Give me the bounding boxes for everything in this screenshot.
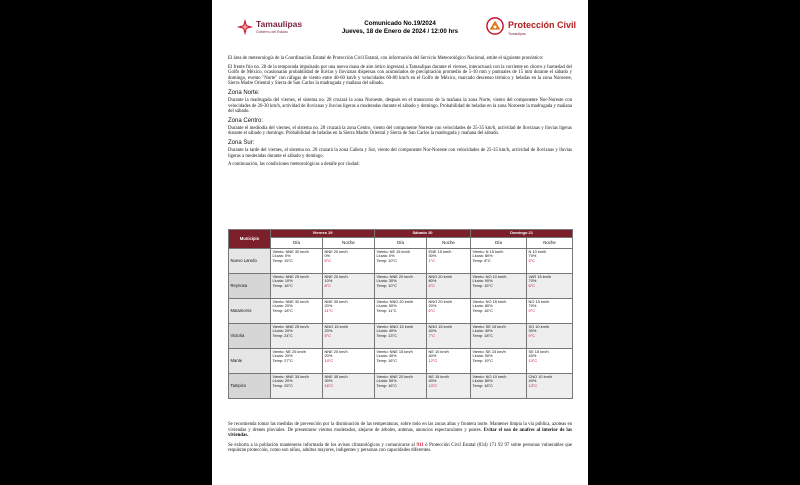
forecast-wind: NNO 20 km/h	[428, 273, 453, 279]
forecast-cell	[427, 299, 471, 324]
zone-north-title: Zona Norte:	[228, 89, 260, 96]
forecast-cell	[427, 349, 471, 374]
intro-paragraph: El área de meteorología de la Coordinación Estatal de Protección Civil Estatal, con información del Servicio Meteorológico Nacional, emite el siguiente pronóstico:	[228, 56, 544, 61]
zone-south-text: Durante la tarde del viernes, el sistema no. 28 cruzará la zona Cañera y Sur, viento del componente Nor-Noreste con velocidades de 25-35 km/h, actividad de lloviznas y lluvias ligeras a moderadas durante el sábado y domingo.	[228, 147, 572, 159]
forecast-wind: ENE 15 km/h	[428, 248, 452, 254]
forecast-rain: Lluvia: 40%	[472, 328, 493, 333]
forecast-temp: 6°C	[528, 282, 536, 288]
forecast-cell	[375, 249, 427, 274]
forecast-cell	[271, 349, 323, 374]
tamaulipas-logo	[236, 16, 306, 44]
forecast-rain: 40%	[528, 378, 537, 383]
forecast-wind: NNE 35 km/h	[324, 373, 348, 379]
forecast-temp: 5°C	[528, 257, 536, 263]
forecast-wind: NNE 20 km/h	[324, 248, 348, 254]
forecast-cell	[323, 299, 375, 324]
city-name: Tampico	[229, 374, 271, 399]
forecast-rain: Lluvia: 40%	[376, 353, 397, 358]
column-day: Día	[375, 238, 427, 249]
forecast-cell	[527, 349, 573, 374]
forecast-wind: NO 15 km/h	[528, 298, 550, 304]
forecast-rain: Lluvia: 30%	[376, 278, 397, 283]
contact-text-pre: Se exhorta a la población mantenerse informada de los avisos climatológicos y comunicarse al	[228, 442, 415, 448]
zone-north-text: Durante la madrugada del viernes, el sistema no. 28 cruzará la zona Noroeste, después en el transcurso de la mañana la zona Norte, viento del componente Nor-Noreste con velocidades de 20-30 km/h, actividad de lloviznas y lluvias ligeras a moderadas durante el sábado y domingo. Probabilidad de heladas en la zona Noroeste la madrugada y mañana del sábado.	[228, 97, 572, 115]
forecast-cell	[375, 324, 427, 349]
forecast-rain: 40%	[428, 353, 437, 358]
recommendation-text: Se recomienda tomar las medidas de prevención por la disminución de las temperaturas, sobre todo en las zonas altas y frontera norte. Mantener limpia la vía pública, azoteas en viviendas y drenes pluviales. De presentarse vientos moderados, alejarse de árboles, antenas, anuncios espectaculares y postes.	[228, 422, 572, 433]
forecast-rain: Lluvia: 80%	[472, 378, 493, 383]
communique-date: Jueves, 18 de Enero de 2024 / 12:00 hrs	[341, 28, 459, 35]
forecast-wind: NNO 20 km/h	[428, 298, 453, 304]
table-row	[229, 349, 573, 374]
recommendation-bold: Evitar el uso de anafres al interior de las viviendas.	[228, 427, 572, 439]
forecast-temp: Temp: 15°C	[472, 282, 493, 288]
forecast-cell	[323, 274, 375, 299]
forecast-rain: Lluvia: 20%	[272, 303, 293, 308]
table-row	[229, 324, 573, 349]
forecast-cell	[375, 274, 427, 299]
emergency-number: 911	[416, 442, 424, 448]
forecast-cell	[375, 349, 427, 374]
forecast-wind: NNO 15 km/h	[428, 323, 453, 329]
forecast-temp: Temp: 13°C	[376, 332, 397, 338]
forecast-rain: Lluvia: 0%	[376, 253, 395, 258]
city-name: Nuevo Laredo	[229, 249, 271, 274]
forecast-wind: Viento: NNE 15 km/h	[376, 348, 413, 354]
forecast-temp: Temp: 11°C	[376, 307, 397, 313]
day-header-friday: Viernes 19	[271, 230, 375, 238]
proteccion-civil-logo-sub: Tamaulipas	[508, 32, 526, 36]
forecast-wind: Viento: NNE 20 km/h	[376, 373, 413, 379]
forecast-rain: 20%	[324, 328, 333, 333]
forecast-wind: Viento: NNE 30 km/h	[272, 248, 309, 254]
forecast-cell	[471, 324, 527, 349]
city-name: Mante	[229, 349, 271, 374]
recommendation-paragraph	[228, 422, 572, 439]
forecast-cell	[427, 249, 471, 274]
day-header-sunday: Domingo 21	[471, 230, 573, 238]
forecast-rain: 20%	[324, 303, 333, 308]
forecast-rain: 20%	[428, 303, 437, 308]
forecast-temp: Temp: 25°C	[272, 382, 293, 388]
column-night: Noche	[323, 238, 375, 249]
forecast-rain: 70%	[528, 303, 537, 308]
forecast-temp: Temp: 18°C	[272, 307, 293, 313]
forecast-wind: N 10 km/h	[528, 248, 547, 254]
forecast-wind: Viento: NNO 15 km/h	[376, 323, 414, 329]
table-row	[229, 374, 573, 399]
forecast-cell	[323, 374, 375, 399]
forecast-rain: Lluvia: 90%	[472, 278, 493, 283]
forecast-cell	[427, 274, 471, 299]
forecast-wind: Viento: NO 15 km/h	[472, 298, 507, 304]
forecast-rain: 30%	[528, 328, 537, 333]
forecast-temp: Temp: 19°C	[472, 357, 493, 363]
forecast-cell	[271, 249, 323, 274]
forecast-cell	[271, 299, 323, 324]
forecast-cell	[527, 374, 573, 399]
forecast-temp: Temp: 16°C	[472, 307, 493, 313]
forecast-rain: 70%	[528, 278, 537, 283]
proteccion-civil-logo-name: Protección Civil	[508, 20, 577, 30]
forecast-wind: Viento: NO 10 km/h	[472, 273, 507, 279]
forecast-cell	[471, 299, 527, 324]
forecast-cell	[527, 249, 573, 274]
zone-center-title: Zona Centro:	[228, 117, 264, 124]
forecast-wind: Viento: N 15 km/h	[472, 248, 504, 254]
forecast-temp: 7°C	[428, 332, 436, 338]
forecast-cell	[471, 374, 527, 399]
forecast-wind: Viento: NNO 20 km/h	[376, 298, 414, 304]
forecast-temp: 1°C	[428, 257, 436, 263]
contact-text-post: ó Protección Civil Estatal (834) 171 92 97 sobre personas vulnerables que requieran protección, como son niños, adultos mayores, indigentes y personas con capacidades diferentes.	[228, 442, 573, 454]
forecast-temp: 13°C	[428, 382, 438, 388]
forecast-rain: Lluvia: 80%	[472, 253, 493, 258]
zone-center-text: Durante el mediodía del viernes, el sistema no. 28 cruzará la zona Centro, viento del componente Noreste con velocidades de 25-35 km/h, actividad de lloviznas y lluvias ligeras durante el sábado y domingo. Probabilidad de heladas en la Sierra Madre Oriental y Sierra de San Carlos la madrugada y mañana del sábado.	[228, 125, 572, 137]
forecast-temp: 9°C	[528, 307, 536, 313]
forecast-cell	[471, 349, 527, 374]
forecast-wind: Viento: SE 15 km/h	[472, 348, 506, 354]
column-day: Día	[271, 238, 323, 249]
document-footer	[228, 422, 572, 458]
forecast-wind: Viento: NNE 25 km/h	[272, 323, 309, 329]
forecast-rain: 40%	[428, 378, 437, 383]
forecast-wind: Viento: NE 15 km/h	[376, 248, 410, 254]
forecast-rain: 0%	[324, 253, 331, 258]
forecast-cell	[375, 299, 427, 324]
forecast-cell	[527, 274, 573, 299]
forecast-table	[228, 229, 573, 399]
forecast-temp: 8°C	[324, 282, 332, 288]
table-row	[229, 299, 573, 324]
forecast-wind: NNO 15 km/h	[324, 323, 349, 329]
forecast-wind: Viento: NNE 35 km/h	[272, 373, 309, 379]
forecast-temp: 12°C	[428, 357, 438, 363]
forecast-table-wrapper	[228, 229, 572, 399]
forecast-cell	[527, 299, 573, 324]
forecast-rain: Lluvia: 20%	[272, 378, 293, 383]
forecast-table-body	[229, 249, 573, 399]
forecast-temp: Temp: 10°C	[376, 282, 397, 288]
forecast-temp: Temp: 18°C	[472, 332, 493, 338]
table-row	[229, 249, 573, 274]
forecast-wind: SO 10 km/h	[528, 323, 550, 329]
communique-title: Comunicado No.19/2024	[364, 20, 436, 27]
forecast-rain: Lluvia: 50%	[472, 353, 493, 358]
tamaulipas-logo-name: Tamaulipas	[256, 19, 303, 29]
column-night: Noche	[427, 238, 471, 249]
municipio-header: Municipio	[229, 230, 271, 249]
forecast-cell	[471, 274, 527, 299]
forecast-wind: Viento: NE 25 km/h	[272, 348, 306, 354]
header-center	[312, 20, 488, 36]
forecast-rain: 40%	[428, 328, 437, 333]
city-name: Victoria	[229, 324, 271, 349]
forecast-rain: 40%	[528, 353, 537, 358]
forecast-temp: Temp: 15°C	[272, 257, 293, 263]
contact-paragraph	[228, 443, 572, 454]
forecast-rain: Lluvia: 20%	[272, 353, 293, 358]
forecast-temp: 11°C	[324, 307, 333, 313]
forecast-wind: Viento: NNE 25 km/h	[272, 273, 309, 279]
forecast-wind: Viento: NNE 30 km/h	[272, 298, 309, 304]
table-row	[229, 274, 573, 299]
forecast-cell	[427, 374, 471, 399]
forecast-temp: 6°C	[428, 307, 436, 313]
forecast-temp: 14°C	[324, 357, 334, 363]
forecast-temp: Temp: 8°C	[472, 257, 491, 263]
city-name: Reynosa	[229, 274, 271, 299]
forecast-wind: NNE 20 km/h	[324, 348, 348, 354]
forecast-temp: 5°C	[324, 332, 332, 338]
tamaulipas-logo-sub: Gobierno del Estado	[256, 30, 288, 34]
forecast-temp: Temp: 10°C	[376, 257, 397, 263]
forecast-cell	[323, 324, 375, 349]
forecast-cell	[271, 374, 323, 399]
forecast-temp: 6°C	[324, 257, 332, 263]
proteccion-civil-seal-icon	[486, 17, 504, 35]
proteccion-civil-logo	[486, 16, 577, 44]
forecast-rain: Lluvia: 80%	[472, 303, 493, 308]
forecast-wind: Viento: NO 10 km/h	[472, 373, 507, 379]
forecast-rain: Lluvia: 50%	[376, 303, 397, 308]
forecast-temp: Temp: 27°C	[272, 357, 293, 363]
city-name: Matamoros	[229, 299, 271, 324]
forecast-rain: 10%	[324, 278, 333, 283]
document-page	[212, 0, 588, 485]
forecast-cell	[271, 324, 323, 349]
forecast-wind: NNE 20 km/h	[324, 273, 348, 279]
zone-south-title: Zona Sur:	[228, 139, 255, 146]
forecast-cell	[375, 374, 427, 399]
forecast-temp: Temp: 18°C	[472, 382, 493, 388]
forecast-wind: NE 15 km/h	[428, 373, 449, 379]
forecast-cell	[527, 324, 573, 349]
forecast-wind: Viento: SE 15 km/h	[472, 323, 506, 329]
forecast-rain: Lluvia: 40%	[376, 328, 397, 333]
forecast-temp: Temp: 16°C	[376, 357, 397, 363]
forecast-temp: 16°C	[324, 382, 334, 388]
column-day: Día	[471, 238, 527, 249]
forecast-cell	[471, 249, 527, 274]
forecast-rain: Lluvia: 50%	[376, 378, 397, 383]
forecast-wind: Viento: NNE 20 km/h	[376, 273, 413, 279]
document-body	[228, 56, 572, 171]
forecast-rain: Lluvia: 20%	[272, 328, 293, 333]
forecast-temp: 13°C	[528, 382, 538, 388]
day-header-saturday: Sábado 20	[375, 230, 471, 238]
forecast-rain: 30%	[428, 253, 437, 258]
forecast-cell	[427, 324, 471, 349]
forecast-rain: 20%	[324, 353, 333, 358]
general-forecast-paragraph: El frente frío no. 28 de la temporada impulsado por una nueva masa de aire ártico ingresará a Tamaulipas durante el viernes, interactuará con la corriente en chorro y humedad del Golfo de México, ocasionarán probabilidad de lluvias y lloviznas dispersas con acumulados de precipitación promedio de 5-10 mm y puntuales de 15 mm durante el sábado y domingo, evento "Norte" con ráfagas de viento entre 40-60 km/h y velocidades 60-80 km/h en el Golfo de México, marcado descenso térmico y heladas en la zona Noroeste, Sierra Madre Oriental y Sierra de San Carlos la madrugada y mañana del sábado.	[228, 64, 572, 87]
document-header	[212, 14, 588, 50]
forecast-wind: SE 15 km/h	[528, 348, 549, 354]
forecast-wind: NNE 30 km/h	[324, 298, 348, 304]
forecast-rain: Lluvia: 0%	[272, 253, 291, 258]
forecast-wind: CNO 10 km/h	[528, 373, 553, 379]
forecast-cell	[323, 349, 375, 374]
forecast-rain: 70%	[528, 253, 537, 258]
forecast-temp: Temp: 24°C	[272, 332, 293, 338]
forecast-temp: 13°C	[528, 357, 538, 363]
forecast-rain: Lluvia: 10%	[272, 278, 293, 283]
column-night: Noche	[527, 238, 573, 249]
forecast-wind: VAR 15 km/h	[528, 273, 552, 279]
forecast-temp: 6°C	[428, 282, 436, 288]
forecast-cell	[271, 274, 323, 299]
forecast-rain: 30%	[324, 378, 333, 383]
tamaulipas-star-icon	[236, 18, 254, 36]
forecast-temp: Temp: 18°C	[272, 282, 293, 288]
forecast-rain: 80%	[428, 278, 437, 283]
forecast-temp: Temp: 16°C	[376, 382, 397, 388]
forecast-temp: 9°C	[528, 332, 536, 338]
forecast-wind: NE 10 km/h	[428, 348, 449, 354]
table-intro: A continuación, las condiciones meteorológicas a detalle por ciudad:	[228, 162, 360, 168]
forecast-cell	[323, 249, 375, 274]
